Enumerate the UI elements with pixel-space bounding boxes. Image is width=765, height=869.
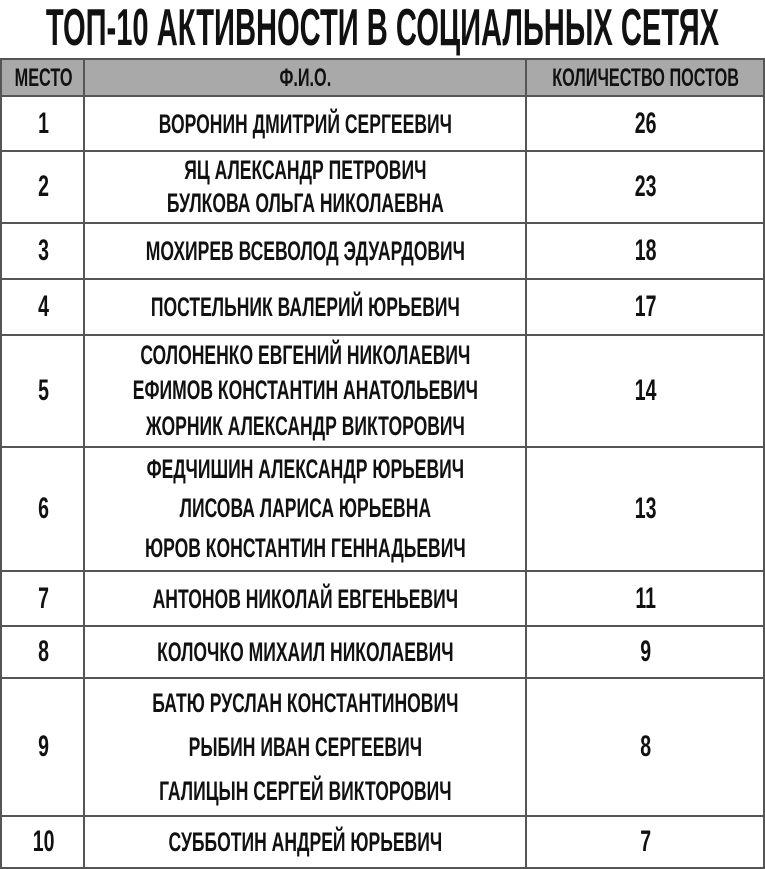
person-name: ПОСТЕЛЬНИК ВАЛЕРИЙ ЮРЬЕВИЧ: [151, 292, 461, 322]
name-cell: [84, 626, 526, 678]
page-title: ТОП-10 АКТИВНОСТИ В СОЦИАЛЬНЫХ СЕТЯХ: [45, 0, 720, 56]
place-cell: 6: [1, 447, 84, 571]
place-cell: 7: [1, 571, 84, 626]
count-cell: 9: [526, 626, 764, 678]
count-cell: 14: [526, 335, 764, 447]
person-name: ФЕДЧИШИН АЛЕКСАНДР ЮРЬЕВИЧ: [146, 454, 465, 484]
person-name: БУЛКОВА ОЛЬГА НИКОЛАЕВНА: [167, 188, 445, 218]
table-row: [1, 223, 764, 279]
person-name: ЯЦ АЛЕКСАНДР ПЕТРОВИЧ: [184, 155, 427, 185]
count-cell: 23: [526, 151, 764, 223]
place-cell: 8: [1, 626, 84, 678]
place-cell: 3: [1, 223, 84, 279]
count-cell: 13: [526, 447, 764, 571]
table-row: [1, 279, 764, 335]
count-cell: 18: [526, 223, 764, 279]
name-cell: [84, 151, 526, 223]
name-cell: [84, 335, 526, 447]
person-name: СУББОТИН АНДРЕЙ ЮРЬЕВИЧ: [168, 827, 443, 857]
table-row: [1, 335, 764, 447]
table-row: [1, 816, 764, 868]
name-cell: [84, 816, 526, 868]
name-cell: [84, 223, 526, 279]
person-name: БАТЮ РУСЛАН КОНСТАНТИНОВИЧ: [152, 688, 459, 718]
header-count: КОЛИЧЕСТВО ПОСТОВ: [526, 59, 764, 96]
table-header-row: [1, 59, 764, 96]
name-cell: [84, 279, 526, 335]
table-row: [1, 151, 764, 223]
place-cell: 5: [1, 335, 84, 447]
person-name: ЮРОВ КОНСТАНТИН ГЕННАДЬЕВИЧ: [145, 532, 466, 563]
table-row: [1, 571, 764, 626]
person-name: КОЛОЧКО МИХАИЛ НИКОЛАЕВИЧ: [157, 637, 454, 667]
person-name: СОЛОНЕНКО ЕВГЕНИЙ НИКОЛАЕВИЧ: [140, 340, 471, 370]
count-cell: 26: [526, 96, 764, 151]
person-name: ЕФИМОВ КОНСТАНТИН АНАТОЛЬЕВИЧ: [132, 375, 479, 406]
count-cell: 17: [526, 279, 764, 335]
place-cell: 10: [1, 816, 84, 868]
ranking-table: [0, 58, 765, 869]
count-cell: 7: [526, 816, 764, 868]
name-cell: [84, 447, 526, 571]
name-cell: [84, 96, 526, 151]
place-cell: 2: [1, 151, 84, 223]
place-cell: 4: [1, 279, 84, 335]
person-name: АНТОНОВ НИКОЛАЙ ЕВГЕНЬЕВИЧ: [152, 583, 459, 614]
person-name: МОХИРЕВ ВСЕВОЛОД ЭДУАРДОВИЧ: [145, 236, 466, 266]
count-cell: 11: [526, 571, 764, 626]
person-name: ЛИСОВА ЛАРИСА ЮРЬЕВНА: [179, 493, 432, 524]
name-cell: [84, 571, 526, 626]
person-name: ВОРОНИН ДМИТРИЙ СЕРГЕЕВИЧ: [158, 108, 453, 139]
header-place: МЕСТО: [1, 59, 84, 96]
place-cell: 1: [1, 96, 84, 151]
name-cell: [84, 678, 526, 816]
person-name: ЖОРНИК АЛЕКСАНДР ВИКТОРОВИЧ: [146, 410, 466, 441]
table-row: [1, 678, 764, 816]
place-cell: 9: [1, 678, 84, 816]
table-row: [1, 96, 764, 151]
count-cell: 8: [526, 678, 764, 816]
header-name: Ф.И.О.: [84, 59, 526, 96]
table-row: [1, 626, 764, 678]
person-name: ГАЛИЦЫН СЕРГЕЙ ВИКТОРОВИЧ: [159, 776, 452, 806]
table-row: [1, 447, 764, 571]
person-name: РЫБИН ИВАН СЕРГЕЕВИЧ: [188, 732, 423, 762]
